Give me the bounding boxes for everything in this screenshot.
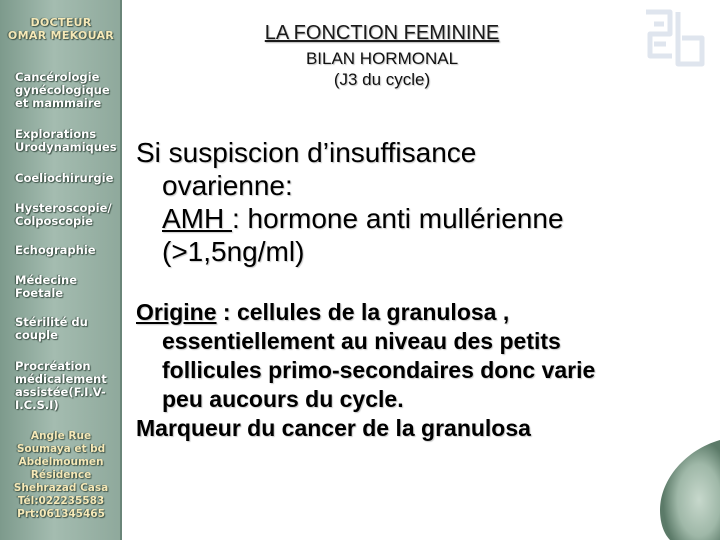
amh-paragraph bbox=[136, 136, 696, 268]
slide-subtitle: BILAN HORMONAL (J3 du cycle) bbox=[305, 49, 459, 89]
amh-line bbox=[136, 202, 696, 235]
slide-title: LA FONCTION FEMININE bbox=[264, 22, 500, 44]
sidebar bbox=[0, 0, 122, 540]
amh-term: AMH bbox=[162, 203, 232, 234]
origin-term: Origine bbox=[136, 299, 217, 325]
sidebar-item-coeliochirurgie[interactable]: Coeliochirurgie bbox=[15, 171, 114, 185]
sidebar-item-explorations[interactable]: Explorations Urodynamiques bbox=[15, 127, 117, 154]
sidebar-item-procreation[interactable]: Procréation médicalement assistée(F.I.V- I.C.S.I) bbox=[15, 359, 107, 412]
origin-line2: essentiellement au niveau des petits bbox=[162, 328, 561, 354]
sidebar-item-cancerologie[interactable]: Cancérologie gynécologique et mammaire bbox=[15, 70, 110, 110]
origin-line3: follicules primo-secondaires donc varie bbox=[162, 357, 596, 383]
suspicion-line1: Si suspiscion d’insuffisance bbox=[136, 137, 477, 168]
origin-paragraph bbox=[136, 298, 696, 443]
decorative-sphere-icon bbox=[630, 440, 720, 540]
sidebar-item-hysteroscopie[interactable]: Hysteroscopie/ Colposcopie bbox=[15, 201, 112, 228]
amh-description: : hormone anti mullérienne bbox=[232, 203, 564, 234]
doctor-name: DOCTEUR OMAR MEKOUAR bbox=[7, 16, 115, 42]
address-block: Angle Rue Soumaya et bd Abdelmoumen Résidence Shehrazad Casa Tél:022235583 Prt:061345465 bbox=[13, 430, 109, 520]
sidebar-item-echographie[interactable]: Echographie bbox=[15, 243, 96, 257]
origin-line4: peu aucours du cycle. bbox=[162, 386, 404, 412]
suspicion-line2: ovarienne: bbox=[162, 170, 293, 201]
origin-rest: : cellules de la granulosa , bbox=[216, 299, 510, 325]
sidebar-item-medecine-foetale[interactable]: Médecine Foetale bbox=[15, 273, 78, 300]
origin-line1 bbox=[136, 299, 509, 325]
logo-icon bbox=[640, 4, 710, 76]
sidebar-item-sterilite[interactable]: Stérilité du couple bbox=[15, 315, 88, 342]
marker-line: Marqueur du cancer de la granulosa bbox=[136, 415, 531, 441]
amh-value: (>1,5ng/ml) bbox=[162, 236, 305, 267]
